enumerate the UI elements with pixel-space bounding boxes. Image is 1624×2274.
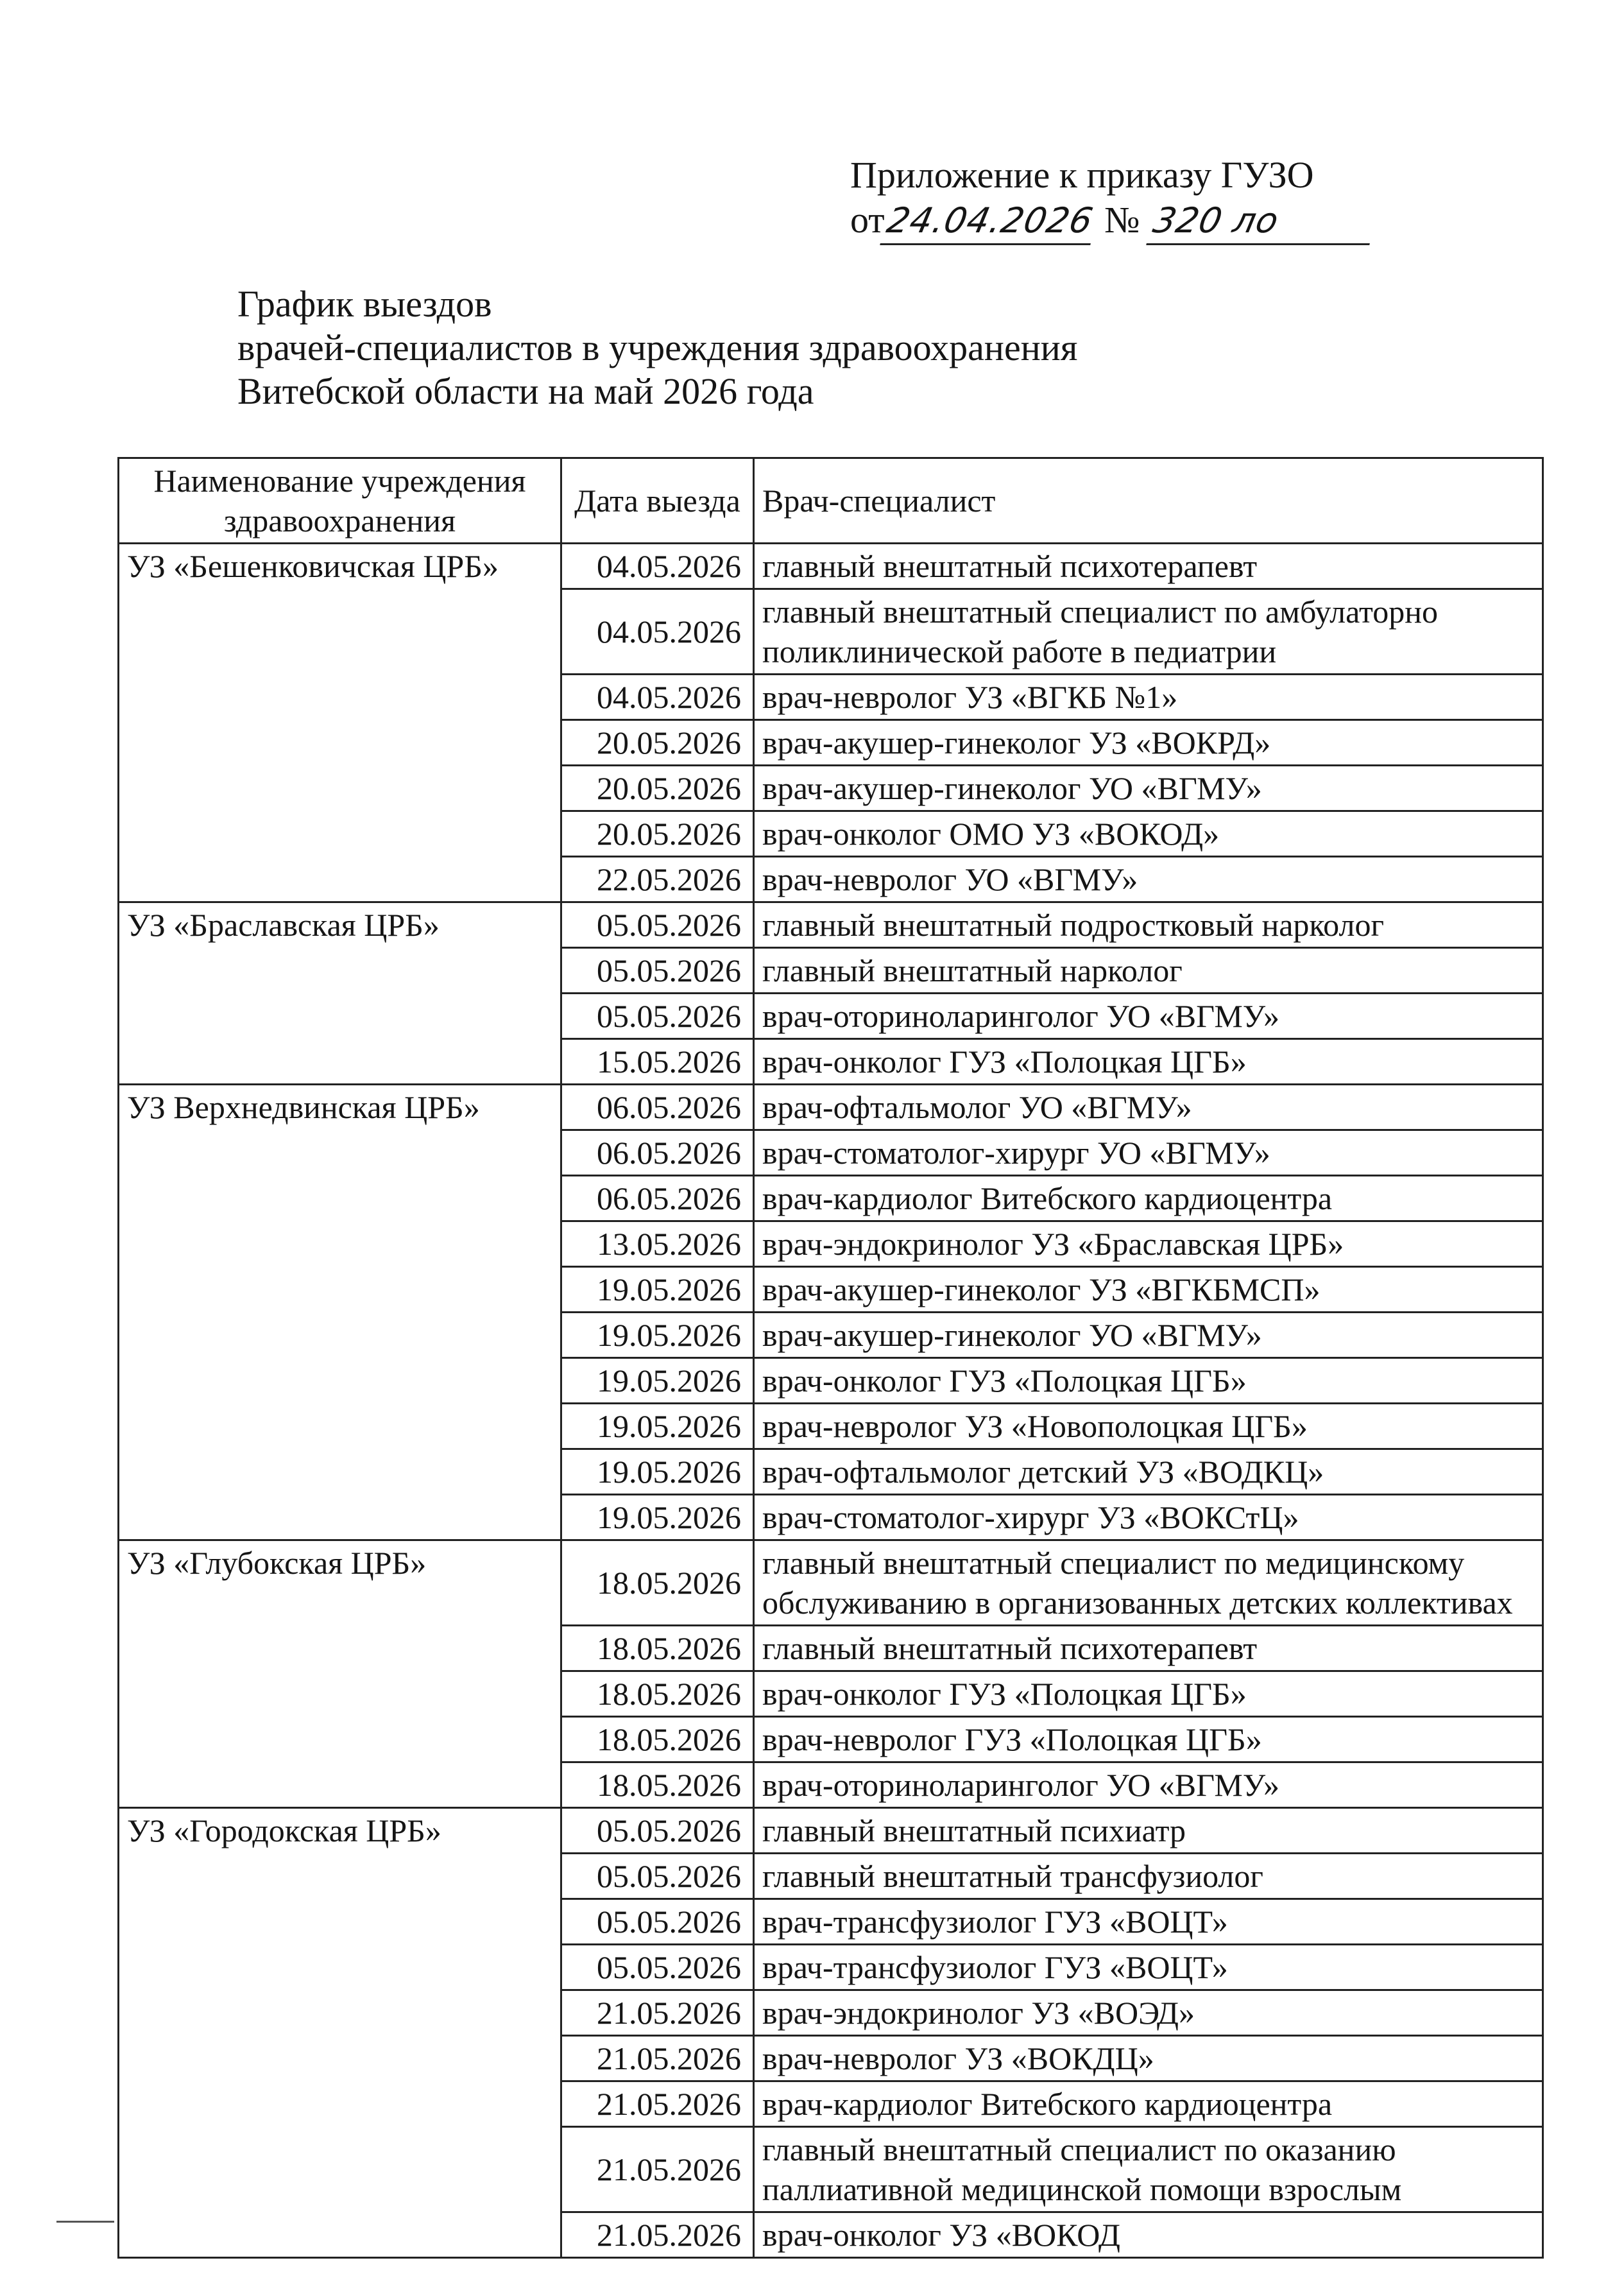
visit-date: 21.05.2026: [561, 2036, 754, 2081]
title-line-3: Витебской области на май 2026 года: [237, 370, 814, 412]
visit-date: 18.05.2026: [561, 1671, 754, 1717]
specialist: врач-трансфузиолог ГУЗ «ВОЦТ»: [754, 1899, 1543, 1945]
specialist: врач-невролог УЗ «ВГКБ №1»: [754, 675, 1543, 720]
specialist: главный внештатный подростковый нарколог: [754, 902, 1543, 948]
visit-date: 19.05.2026: [561, 1449, 754, 1495]
title-line-2: врачей-специалистов в учреждения здравоохранения: [237, 327, 1078, 368]
visit-date: 21.05.2026: [561, 2127, 754, 2212]
specialist: врач-офтальмолог УО «ВГМУ»: [754, 1085, 1543, 1130]
specialist: врач-кардиолог Витебского кардиоцентра: [754, 2081, 1543, 2127]
specialist: врач-онколог ГУЗ «Полоцкая ЦГБ»: [754, 1039, 1543, 1085]
schedule-body: [119, 544, 1543, 2258]
visit-date: 18.05.2026: [561, 1540, 754, 1626]
visit-date: 06.05.2026: [561, 1085, 754, 1130]
table-row: [119, 544, 1543, 589]
visit-date: 19.05.2026: [561, 1358, 754, 1404]
specialist: главный внештатный психотерапевт: [754, 1626, 1543, 1671]
appendix-caption: Приложение к приказу ГУЗО: [850, 154, 1314, 196]
specialist: врач-онколог ГУЗ «Полоцкая ЦГБ»: [754, 1358, 1543, 1404]
visit-date: 21.05.2026: [561, 2081, 754, 2127]
specialist: главный внештатный специалист по амбулаторно поликлинической работе в педиатрии: [754, 589, 1543, 675]
visit-date: 18.05.2026: [561, 1717, 754, 1762]
visit-date: 20.05.2026: [561, 720, 754, 766]
specialist: врач-эндокринолог УЗ «Браславская ЦРБ»: [754, 1221, 1543, 1267]
specialist: врач-невролог УО «ВГМУ»: [754, 857, 1543, 902]
specialist: главный внештатный нарколог: [754, 948, 1543, 994]
visit-date: 05.05.2026: [561, 994, 754, 1039]
visit-date: 19.05.2026: [561, 1267, 754, 1313]
specialist: врач-невролог ГУЗ «Полоцкая ЦГБ»: [754, 1717, 1543, 1762]
table-header-row: [119, 458, 1543, 544]
table-row: [119, 1540, 1543, 1626]
title-line-1: График выездов: [237, 283, 492, 325]
specialist: главный внештатный психиатр: [754, 1808, 1543, 1854]
visit-date: 06.05.2026: [561, 1130, 754, 1176]
visit-date: 21.05.2026: [561, 2212, 754, 2258]
specialist: врач-акушер-гинеколог УЗ «ВОКРД»: [754, 720, 1543, 766]
visit-date: 13.05.2026: [561, 1221, 754, 1267]
visit-date: 22.05.2026: [561, 857, 754, 902]
specialist: главный внештатный специалист по оказанию паллиативной медицинской помощи взрослым: [754, 2127, 1543, 2212]
institution-name: УЗ Верхнедвинская ЦРБ»: [119, 1085, 561, 1540]
visit-date: 21.05.2026: [561, 1990, 754, 2036]
header-institution: Наименование учреждения здравоохранения: [119, 458, 561, 544]
table-row: [119, 1085, 1543, 1130]
visit-date: 05.05.2026: [561, 1854, 754, 1899]
specialist: врач-трансфузиолог ГУЗ «ВОЦТ»: [754, 1945, 1543, 1990]
institution-name: УЗ «Городокская ЦРБ»: [119, 1808, 561, 2258]
visit-date: 05.05.2026: [561, 902, 754, 948]
visit-date: 19.05.2026: [561, 1313, 754, 1358]
specialist: врач-акушер-гинеколог УЗ «ВГКБМСП»: [754, 1267, 1543, 1313]
institution-name: УЗ «Глубокская ЦРБ»: [119, 1540, 561, 1808]
specialist: врач-онколог УЗ «ВОКОД: [754, 2212, 1543, 2258]
specialist: врач-стоматолог-хирург УЗ «ВОКСтЦ»: [754, 1495, 1543, 1540]
visit-date: 05.05.2026: [561, 1899, 754, 1945]
specialist: главный внештатный специалист по медицинскому обслуживанию в организованных детских коллективах: [754, 1540, 1543, 1626]
specialist: врач-акушер-гинеколог УО «ВГМУ»: [754, 766, 1543, 811]
specialist: врач-невролог УЗ «ВОКДЦ»: [754, 2036, 1543, 2081]
specialist: врач-офтальмолог детский УЗ «ВОДКЦ»: [754, 1449, 1543, 1495]
order-reference: [850, 198, 1374, 245]
visit-date: 05.05.2026: [561, 1808, 754, 1854]
visit-date: 04.05.2026: [561, 589, 754, 675]
visit-date: 05.05.2026: [561, 1945, 754, 1990]
specialist: главный внештатный трансфузиолог: [754, 1854, 1543, 1899]
page-margin-mark: [56, 2221, 114, 2223]
specialist: врач-онколог ОМО УЗ «ВОКОД»: [754, 811, 1543, 857]
visit-date: 06.05.2026: [561, 1176, 754, 1221]
institution-name: УЗ «Браславская ЦРБ»: [119, 902, 561, 1085]
visit-date: 15.05.2026: [561, 1039, 754, 1085]
specialist: врач-невролог УЗ «Новополоцкая ЦГБ»: [754, 1404, 1543, 1449]
specialist: врач-оториноларинголог УО «ВГМУ»: [754, 1762, 1543, 1808]
specialist: врач-оториноларинголог УО «ВГМУ»: [754, 994, 1543, 1039]
table-row: [119, 902, 1543, 948]
number-sign: №: [1104, 199, 1140, 241]
header-specialist: Врач-специалист: [754, 458, 1543, 544]
specialist: главный внештатный психотерапевт: [754, 544, 1543, 589]
specialist: врач-онколог ГУЗ «Полоцкая ЦГБ»: [754, 1671, 1543, 1717]
specialist: врач-кардиолог Витебского кардиоцентра: [754, 1176, 1543, 1221]
visit-date: 20.05.2026: [561, 766, 754, 811]
specialist: врач-стоматолог-хирург УО «ВГМУ»: [754, 1130, 1543, 1176]
order-prefix: от: [850, 199, 885, 241]
visit-date: 20.05.2026: [561, 811, 754, 857]
specialist: врач-акушер-гинеколог УО «ВГМУ»: [754, 1313, 1543, 1358]
visit-date: 19.05.2026: [561, 1404, 754, 1449]
visit-date: 04.05.2026: [561, 544, 754, 589]
order-number: 320 ло: [1147, 198, 1380, 245]
order-date: 24.04.2026: [880, 198, 1100, 245]
visit-date: 18.05.2026: [561, 1762, 754, 1808]
institution-name: УЗ «Бешенковичская ЦРБ»: [119, 544, 561, 902]
visit-date: 18.05.2026: [561, 1626, 754, 1671]
schedule-table: [117, 457, 1544, 2259]
table-row: [119, 1808, 1543, 1854]
visit-date: 19.05.2026: [561, 1495, 754, 1540]
specialist: врач-эндокринолог УЗ «ВОЭД»: [754, 1990, 1543, 2036]
visit-date: 05.05.2026: [561, 948, 754, 994]
header-date: Дата выезда: [561, 458, 754, 544]
document-title: [237, 282, 1077, 413]
visit-date: 04.05.2026: [561, 675, 754, 720]
